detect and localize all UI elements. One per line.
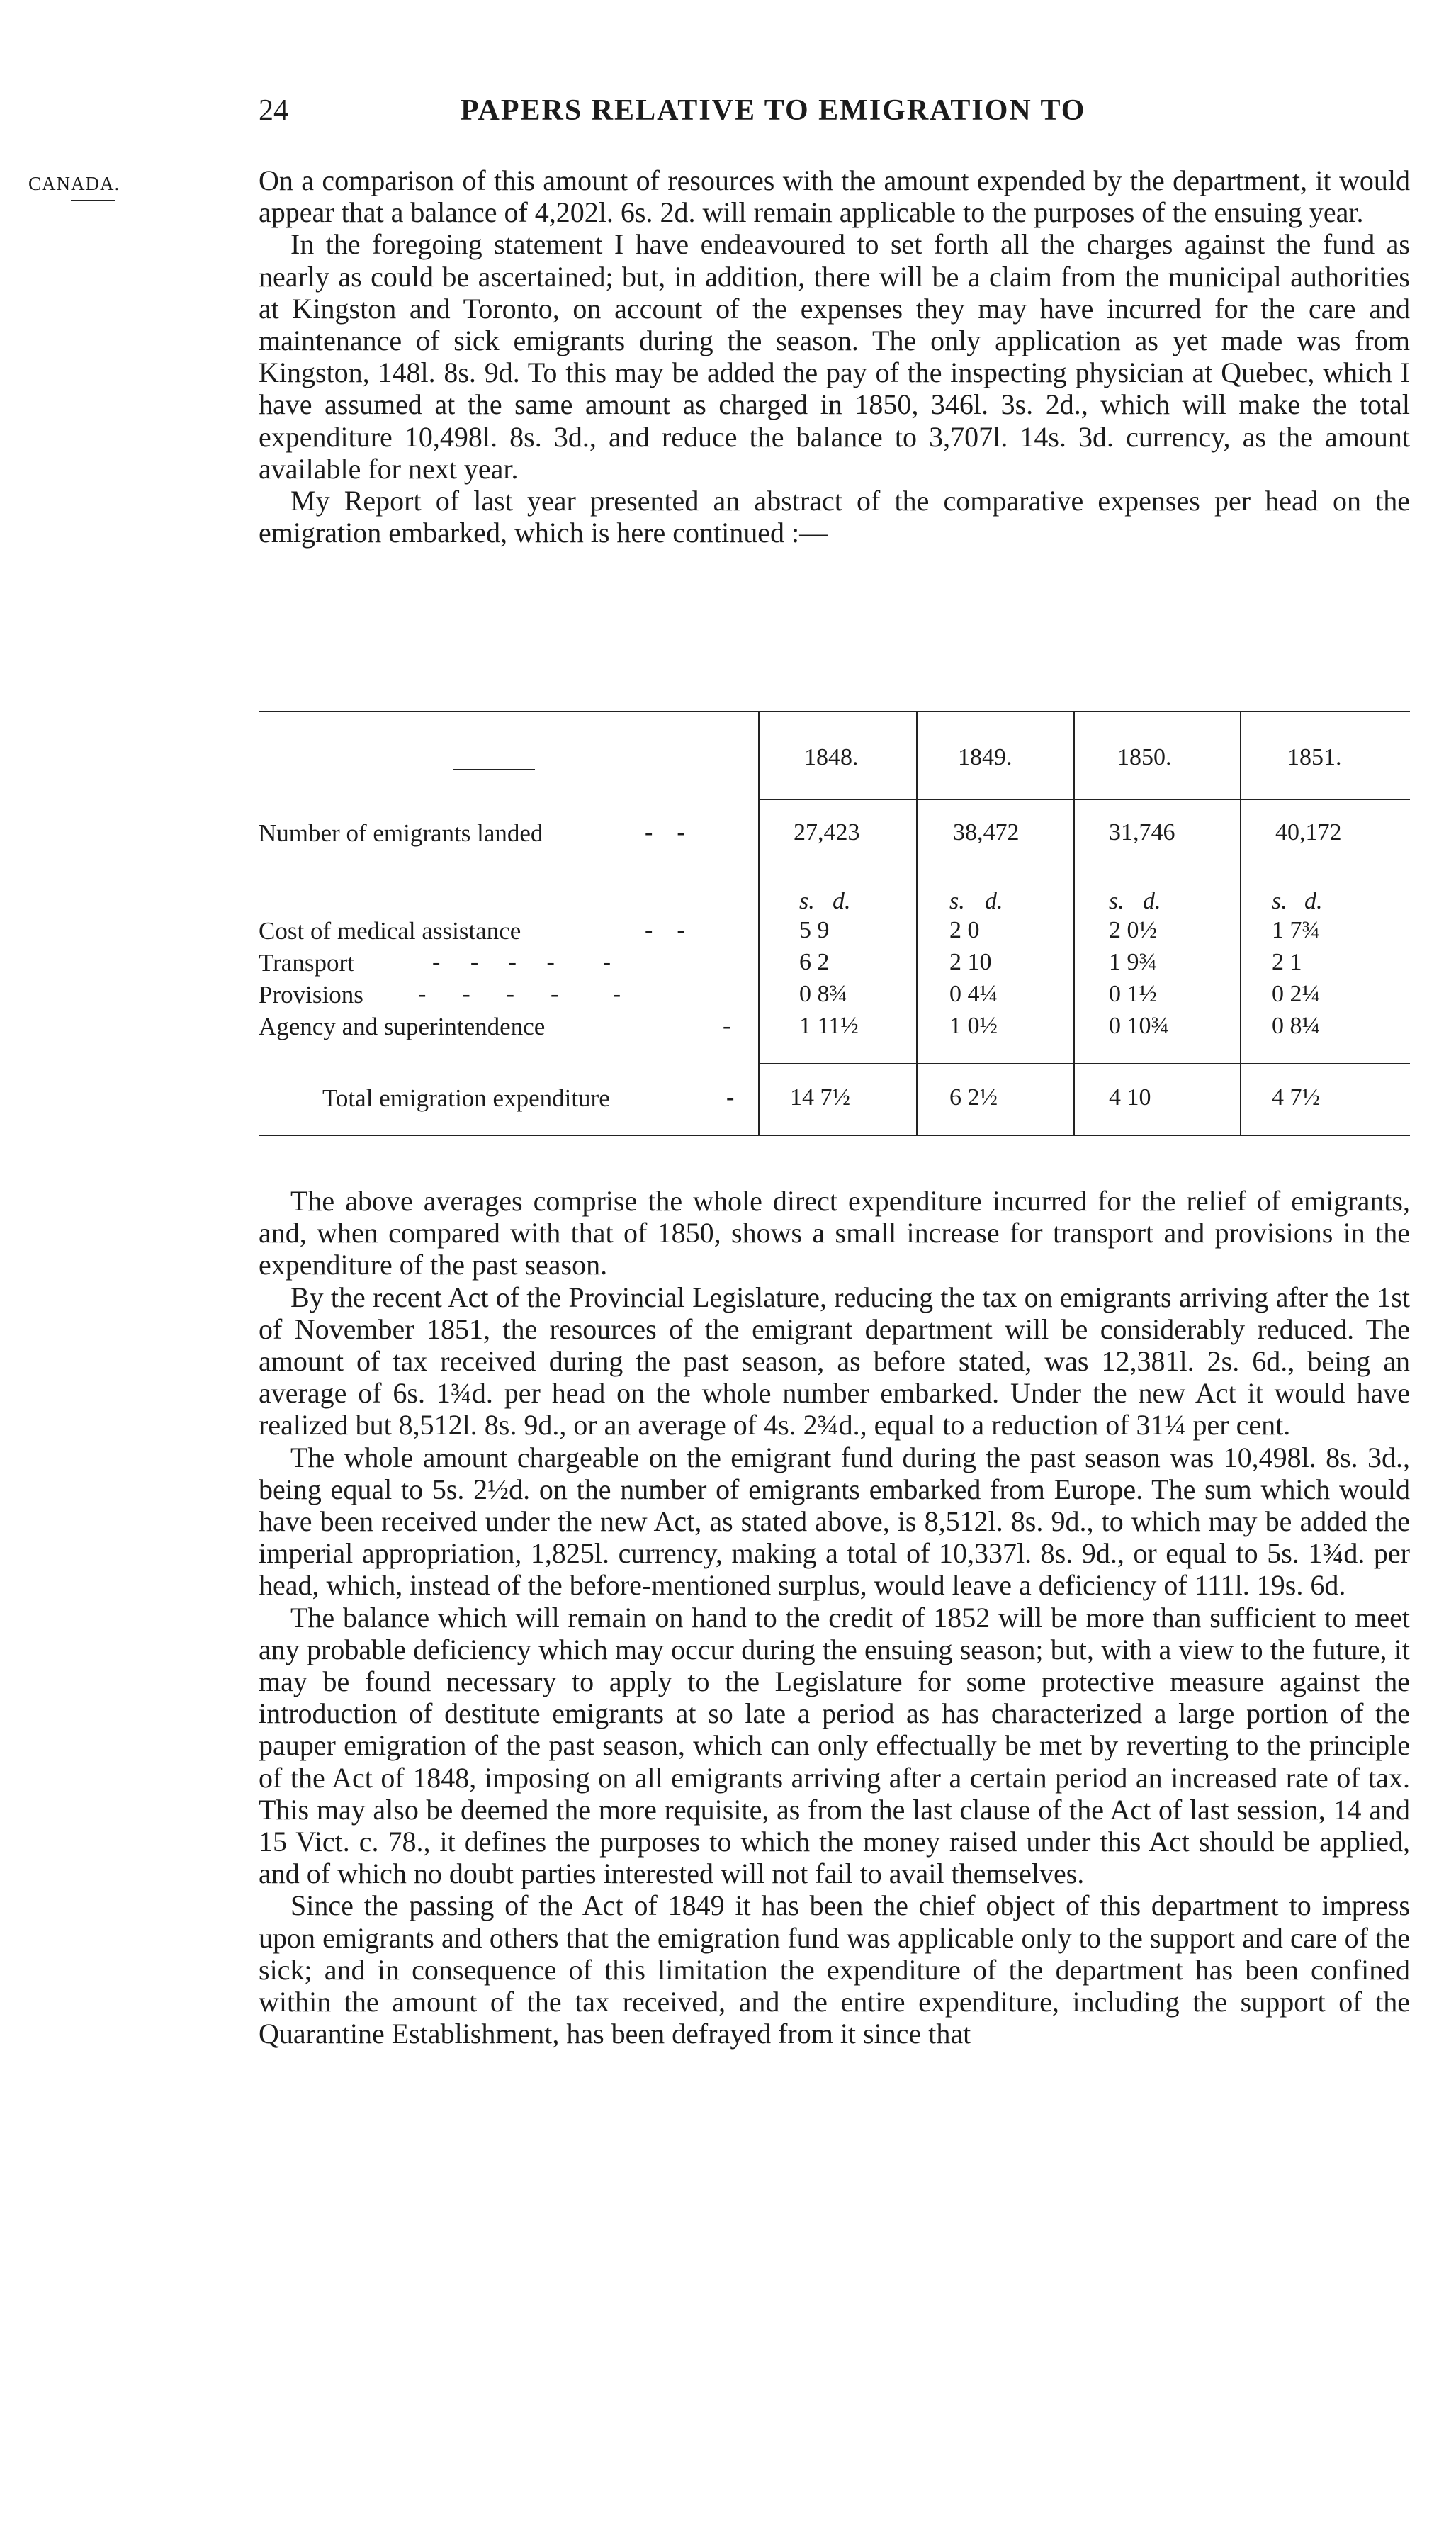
year-header: 1849. bbox=[958, 744, 1012, 770]
column-divider bbox=[1073, 712, 1075, 1135]
running-title: PAPERS RELATIVE TO EMIGRATION TO bbox=[461, 94, 1086, 127]
row-label: Cost of medical assistance bbox=[259, 917, 521, 945]
table-cell: 1 9¾ bbox=[1109, 949, 1157, 975]
total-cell: 4 10 bbox=[1109, 1084, 1151, 1111]
leader-dashes: - bbox=[726, 1084, 735, 1111]
table-cell: 1 11½ bbox=[799, 1013, 859, 1039]
table-cell: 2 1 bbox=[1272, 949, 1302, 975]
paragraph: The above averages comprise the whole direct expenditure incurred for the relief of emigrants, and, when compared with that of 1850, shows a small increase for transport and provisions in the expenditure of the past season. bbox=[259, 1185, 1410, 1281]
leader-dashes: - - - - - bbox=[418, 981, 621, 1007]
table-cell: 2 10 bbox=[949, 949, 992, 975]
leader-dashes: - - bbox=[645, 917, 685, 943]
unit-shillings: s. bbox=[799, 888, 815, 914]
total-rule bbox=[758, 1063, 1410, 1064]
table-bottom-rule bbox=[259, 1135, 1410, 1136]
year-header: 1851. bbox=[1287, 744, 1342, 770]
total-cell: 6 2½ bbox=[949, 1084, 998, 1111]
paragraph: By the recent Act of the Provincial Legislature, reducing the tax on emigrants arriving after the 1st of November 1851, the resources of the emigrant department will be considerably reduced. The amount of tax received during the past season, as before stated, was 12,381l. 2s. 6d., being an average of 6s. 1¾d. per head on the whole number embarked. Under the new Act it would have realized but 8,512l. 8s. 9d., or an average of 4s. 2¾d., equal to a reduction of 31¼ per cent. bbox=[259, 1281, 1410, 1442]
table-cell: 0 8¼ bbox=[1272, 1013, 1320, 1039]
table-cell: 1 7¾ bbox=[1272, 917, 1320, 943]
body-text-bottom bbox=[259, 1185, 1410, 2050]
table-cell: 0 8¾ bbox=[799, 981, 847, 1007]
column-divider bbox=[758, 712, 760, 1135]
unit-shillings: s. bbox=[1272, 888, 1287, 914]
table-cell: 0 4¼ bbox=[949, 981, 998, 1007]
paragraph: The balance which will remain on hand to the credit of 1852 will be more than sufficient to meet any probable deficiency which may occur during the ensuing season; but, with a view to the future, it may be found necessary to apply to the Legislature for some protective measure against the introduction of destitute emigrants at so late a period as has characterized a large portion of the pauper emigration of the past season, which can only effectually be met by reverting to the principle of the Act of 1848, imposing on all emigrants arriving after a certain period an increased rate of tax. This may also be deemed the more requisite, as from the last clause of the Act of last session, 14 and 15 Vict. c. 78., it defines the purposes to which the money raised under this Act should be applied, and of which no doubt parties interested will not fail to avail themselves. bbox=[259, 1601, 1410, 1890]
total-label: Total emigration expenditure bbox=[322, 1084, 610, 1112]
table-cell: 0 1½ bbox=[1109, 981, 1157, 1007]
emigrants-value: 38,472 bbox=[953, 819, 1020, 845]
header-rule bbox=[758, 799, 1410, 800]
emigrants-value: 40,172 bbox=[1275, 819, 1342, 845]
margin-note: CANADA. bbox=[28, 173, 120, 194]
paragraph: The whole amount chargeable on the emigrant fund during the past season was 10,498l. 8s. 3d., being equal to 5s. 2½d. on the number of emigrants embarked from Europe. The sum which would have been received under the new Act, as stated above, is 8,512l. 8s. 9d., to which may be added the imperial appropriation, 1,825l. currency, making a total of 10,337l. 8s. 9d., or equal to 5s. 1¾d. per head, which, instead of the before-mentioned surplus, would leave a deficiency of 111l. 19s. 6d. bbox=[259, 1441, 1410, 1602]
table-cell: 0 10¾ bbox=[1109, 1013, 1169, 1039]
row-label: Provisions bbox=[259, 981, 363, 1008]
unit-shillings: s. bbox=[1109, 888, 1124, 914]
paragraph: On a comparison of this amount of resources with the amount expended by the department, it would appear that a balance of 4,202l. 6s. 2d. will remain applicable to the purposes of the ensuing year. bbox=[259, 164, 1410, 229]
body-text-top bbox=[259, 164, 1410, 549]
table-cell: 6 2 bbox=[799, 949, 830, 975]
row-label: Transport bbox=[259, 949, 354, 977]
table-cell: 5 9 bbox=[799, 917, 830, 943]
paragraph: In the foregoing statement I have endeavoured to set forth all the charges against the fund as nearly as could be ascertained; but, in addition, there will be a claim from the municipal authorities at Kingston and Toronto, on account of the expenses they may have incurred for the care and maintenance of sick emigrants during the season. The only application as yet made was from Kingston, 148l. 8s. 9d. To this may be added the pay of the inspecting physician at Quebec, which I have assumed at the same amount as charged in 1850, 346l. 3s. 2d., which will make the total expenditure 10,498l. 8s. 3d., and reduce the balance to 3,707l. 14s. 3d. currency, as the amount available for next year. bbox=[259, 228, 1410, 485]
total-cell: 14 7½ bbox=[790, 1084, 850, 1111]
leader-dashes: - bbox=[723, 1013, 731, 1039]
unit-pence: d. bbox=[833, 888, 851, 914]
row-label: Number of emigrants landed bbox=[259, 819, 543, 847]
emigrants-value: 27,423 bbox=[794, 819, 860, 845]
page-number: 24 bbox=[259, 94, 288, 127]
expenses-table bbox=[259, 711, 1410, 1143]
leader-dashes: - - - - - bbox=[432, 949, 611, 975]
table-cell: 2 0 bbox=[949, 917, 980, 943]
unit-pence: d. bbox=[1304, 888, 1323, 914]
header-dash bbox=[453, 769, 535, 770]
year-header: 1850. bbox=[1117, 744, 1172, 770]
table-cell: 1 0½ bbox=[949, 1013, 998, 1039]
table-cell: 0 2¼ bbox=[1272, 981, 1320, 1007]
year-header: 1848. bbox=[804, 744, 859, 770]
unit-pence: d. bbox=[985, 888, 1003, 914]
paragraph: Since the passing of the Act of 1849 it has been the chief object of this department to impress upon emigrants and others that the emigration fund was applicable only to the support and care of the sick; and in consequence of this limitation the expenditure of the department has been confined within the amount of the tax received, and the entire expenditure, including the support of the Quarantine Establishment, has been defrayed from it since that bbox=[259, 1889, 1410, 2050]
margin-rule bbox=[71, 200, 115, 201]
emigrants-value: 31,746 bbox=[1109, 819, 1175, 845]
paragraph: My Report of last year presented an abstract of the comparative expenses per head on the emigration embarked, which is here continued :— bbox=[259, 485, 1410, 549]
column-divider bbox=[916, 712, 918, 1135]
row-label: Agency and superintendence bbox=[259, 1013, 546, 1040]
table-top-rule bbox=[259, 711, 1410, 712]
leader-dashes: - - bbox=[645, 819, 685, 845]
unit-pence: d. bbox=[1143, 888, 1161, 914]
total-cell: 4 7½ bbox=[1272, 1084, 1320, 1111]
unit-shillings: s. bbox=[949, 888, 965, 914]
page-header bbox=[259, 94, 1410, 136]
table-cell: 2 0½ bbox=[1109, 917, 1157, 943]
column-divider bbox=[1240, 712, 1241, 1135]
